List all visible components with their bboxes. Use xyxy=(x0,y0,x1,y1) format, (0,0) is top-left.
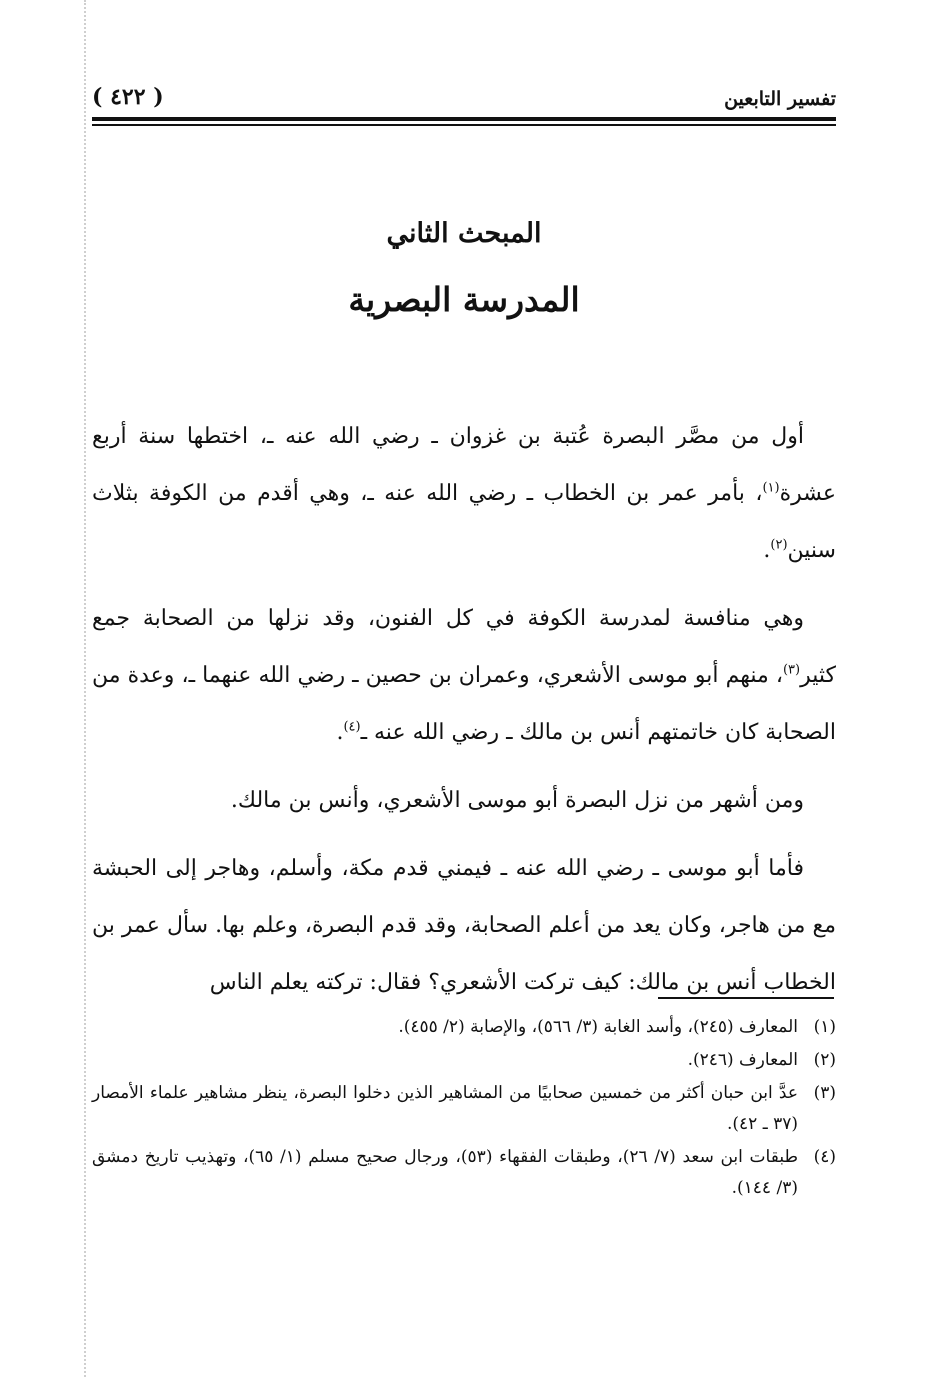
paragraph-text: أول من مصَّر البصرة عُتبة بن غزوان ـ رضي الله عنه ـ، اختطها سنة أربع عشرة xyxy=(92,424,836,506)
paragraph-text: ، بأمر عمر بن الخطاب ـ رضي الله عنه ـ، وهي أقدم من الكوفة بثلاث سنين xyxy=(92,481,836,563)
paragraph xyxy=(92,408,836,579)
footnote-ref[interactable]: (٣) xyxy=(782,662,801,678)
header-rule-thick xyxy=(92,117,836,121)
paragraph xyxy=(92,772,836,829)
footnote-text: طبقات ابن سعد (٧/ ٢٦)، وطبقات الفقهاء (٥٣)، ورجال صحيح مسلم (١/ ٦٥)، وتهذيب تاريخ دمشق (٣/ ١٤٤). xyxy=(92,1147,799,1198)
footnote-ref[interactable]: (٢) xyxy=(770,537,788,553)
page-header xyxy=(92,82,836,118)
footnote-item xyxy=(92,1012,836,1043)
footnote-ref[interactable]: (٤) xyxy=(343,719,361,735)
paragraph-text: ، منهم أبو موسى الأشعري، وعمران بن حصين ـ رضي الله عنهما ـ، وعدة من الصحابة كان خاتمتهم أنس بن مالك ـ رضي الله عنه ـ xyxy=(92,663,836,745)
footnote-ref[interactable]: (١) xyxy=(762,480,780,496)
footnote-item xyxy=(92,1078,836,1140)
footnote-text: عدَّ ابن حبان أكثر من خمسين صحابيًا من المشاهير الذين دخلوا البصرة، ينظر مشاهير علماء الأمصار (٣٧ ـ ٤٢). xyxy=(92,1083,798,1134)
header-rule-thin xyxy=(92,124,836,126)
footnotes xyxy=(92,1012,836,1206)
paragraph xyxy=(92,590,836,761)
footnote-text: المعارف (٢٤٦). xyxy=(687,1050,798,1070)
footnote-text: المعارف (٢٤٥)، وأسد الغابة (٣/ ٥٦٦)، والإصابة (٢/ ٤٥٥). xyxy=(398,1017,798,1037)
footnote-number: (٣) xyxy=(813,1083,836,1103)
paragraph-text: فأما أبو موسى ـ رضي الله عنه ـ فيمني قدم مكة، وأسلم، وهاجر إلى الحبشة مع من هاجر، وكان يعد من أعلم الصحابة، وقد قدم البصرة، وعلم بها. سأل عمر بن الخطاب أنس بن مالك: كيف تركت الأشعري؟ فقال: تركته يعلم الناس xyxy=(92,856,836,995)
running-title: تفسير التابعين xyxy=(724,88,836,110)
page-number: ( ٤٢٢ ) xyxy=(92,84,164,110)
body-text xyxy=(92,408,836,1022)
scan-margin-dots xyxy=(84,0,86,1377)
footnote-number: (٤) xyxy=(813,1147,836,1167)
footnote-number: (١) xyxy=(813,1017,836,1037)
footnote-number: (٢) xyxy=(813,1050,836,1070)
chapter-title: المبحث الثاني xyxy=(386,218,542,249)
footnote-item xyxy=(92,1045,836,1076)
paragraph-text: . xyxy=(763,538,771,563)
paragraph-text: ومن أشهر من نزل البصرة أبو موسى الأشعري، وأنس بن مالك. xyxy=(230,788,804,813)
chapter-subtitle: المدرسة البصرية xyxy=(348,280,580,319)
paragraph-text: . xyxy=(336,720,344,745)
footnote-item xyxy=(92,1142,836,1204)
paragraph-text: وهي منافسة لمدرسة الكوفة في كل الفنون، وقد نزلها من الصحابة جمع كثير xyxy=(92,606,836,688)
paragraph xyxy=(92,840,836,1011)
footnote-separator xyxy=(658,997,834,999)
